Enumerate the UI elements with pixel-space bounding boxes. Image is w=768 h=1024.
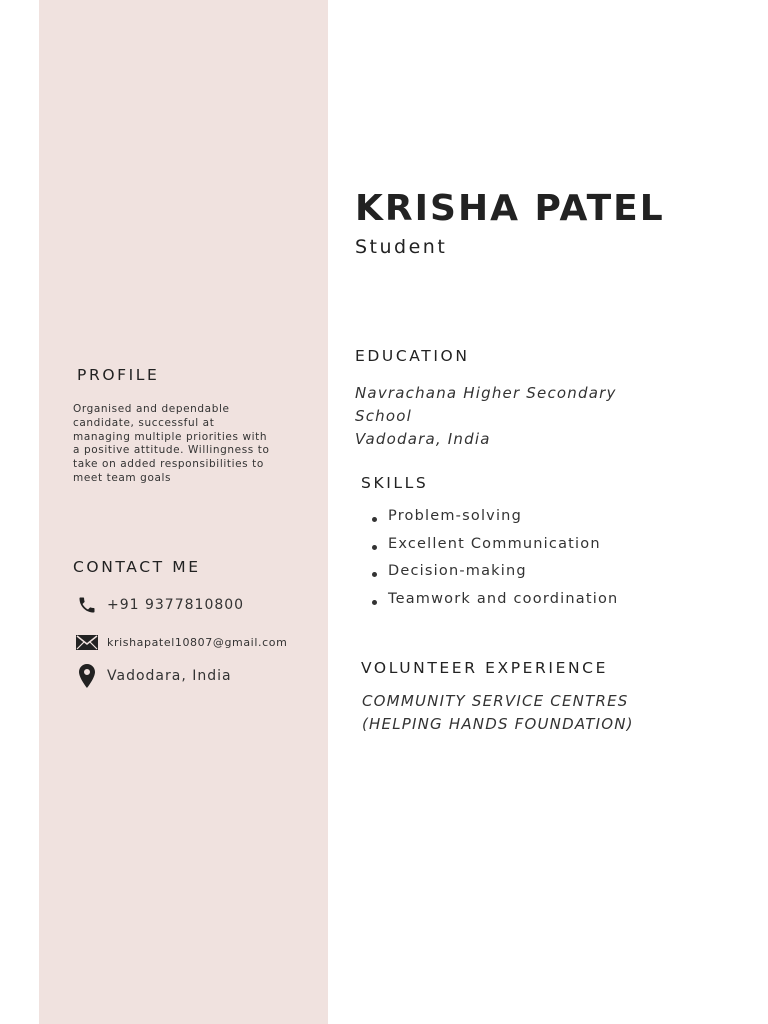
skill-item: Teamwork and coordination: [368, 591, 618, 619]
education-details: [355, 382, 617, 451]
mail-icon: [75, 631, 99, 653]
volunteer-line2: (HELPING HANDS FOUNDATION): [362, 715, 634, 733]
education-school-line1: Navrachana Higher Secondary: [355, 384, 617, 402]
person-role: Student: [355, 236, 448, 258]
contact-phone[interactable]: +91 9377810800: [107, 597, 245, 613]
education-school-line2: School: [355, 407, 412, 425]
contact-email[interactable]: krishapatel10807@gmail.com: [107, 635, 288, 649]
skill-item: Decision-making: [368, 563, 618, 591]
location-pin-icon: [75, 665, 99, 687]
person-name: KRISHA PATEL: [355, 188, 665, 229]
education-heading: EDUCATION: [355, 347, 470, 365]
profile-heading: PROFILE: [77, 366, 160, 384]
contact-heading: CONTACT ME: [73, 558, 201, 576]
volunteer-line1: COMMUNITY SERVICE CENTRES: [362, 692, 629, 710]
volunteer-details: [362, 690, 634, 736]
sidebar-panel: [39, 0, 328, 1024]
education-location: Vadodara, India: [355, 430, 491, 448]
skill-item: Excellent Communication: [368, 536, 618, 564]
skill-item: Problem-solving: [368, 508, 618, 536]
profile-text: Organised and dependable candidate, successful at managing multiple priorities with a positive attitude. Willingness to take on added responsibilities to meet team goals: [73, 403, 270, 484]
contact-location-row: [75, 665, 232, 687]
contact-location: Vadodara, India: [107, 668, 232, 684]
skills-list: [368, 508, 618, 619]
contact-phone-row: [75, 594, 244, 616]
skills-heading: SKILLS: [361, 474, 429, 492]
phone-icon: [75, 594, 99, 616]
contact-email-row: [75, 631, 287, 653]
volunteer-heading: VOLUNTEER EXPERIENCE: [361, 659, 608, 677]
